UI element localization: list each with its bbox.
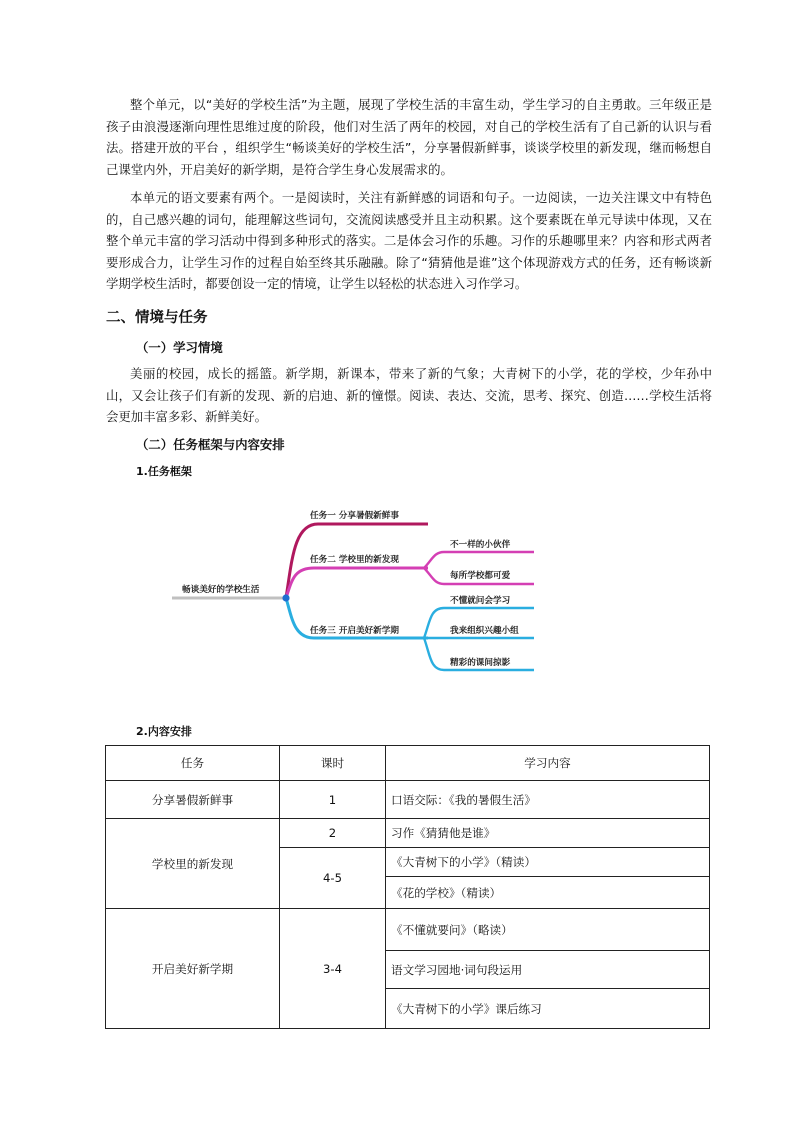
table-header-hours: 课时 (280, 746, 386, 781)
mindmap-task2-child2-label: 每所学校都可爱 (450, 571, 511, 581)
mindmap-task3-child1-label: 不懂就问会学习 (450, 596, 511, 606)
task-framework-mindmap (168, 500, 548, 690)
table-cell-content: 《大青树下的小学》（精读） (386, 848, 710, 877)
table-cell-content: 口语交际：《我的暑假生活》 (386, 781, 710, 819)
table-cell-hours: 3-4 (280, 909, 386, 1029)
table-cell-content: 语文学习园地·词句段运用 (386, 951, 710, 989)
table-header-task: 任务 (106, 746, 280, 781)
table-cell-hours: 4-5 (280, 848, 386, 909)
table-row (106, 909, 710, 951)
table-cell-task: 开启美好新学期 (106, 909, 280, 1029)
table-header-row (106, 746, 710, 781)
mindmap-task2-child1-label: 不一样的小伙伴 (450, 540, 511, 550)
subheading-task-framework: （二）任务框架与内容安排 (136, 437, 285, 452)
item-heading-task-framework: 1.任务框架 (136, 465, 192, 478)
table-cell-task: 学校里的新发现 (106, 819, 280, 909)
table-cell-content: 《大青树下的小学》课后练习 (386, 989, 710, 1029)
table-cell-hours: 2 (280, 819, 386, 848)
mindmap-task2-label: 任务二 学校里的新发现 (310, 555, 399, 565)
table-row (106, 819, 710, 848)
table-cell-hours: 1 (280, 781, 386, 819)
table-cell-content: 《花的学校》（精读） (386, 877, 710, 909)
mindmap-task3-child2-label: 我来组织兴趣小组 (450, 626, 519, 636)
mindmap-branch-task2-child1 (424, 552, 534, 568)
mindmap-center-node (282, 594, 289, 601)
subheading-learning-situation: （一）学习情境 (136, 340, 223, 355)
table-header-content: 学习内容 (386, 746, 710, 781)
mindmap-root-label: 畅谈美好的学校生活 (182, 585, 260, 595)
mindmap-task1-label: 任务一 分享暑假新鲜事 (310, 511, 399, 521)
table-cell-task: 分享暑假新鲜事 (106, 781, 280, 819)
table-cell-content: 《不懂就要问》（略读） (386, 909, 710, 951)
mindmap-branch-task2 (286, 568, 428, 598)
paragraph-language-elements: 本单元的语文要素有两个。一是阅读时，关注有新鲜感的词语和句子。一边阅读，一边关注课文中有特色的，自己感兴趣的词句，能理解这些词句，交流阅读感受并且主动积累。这个要素既在单元导读中体现，又在整个单元丰富的学习活动中得到多种形式的落实。二是体会习作的乐趣。习作的乐趣哪里来？内容和形式两者要形成合力，让学生习作的过程自始至终其乐融融。除了“猜猜他是谁”这个体现游戏方式的任务，还有畅谈新学期学校生活时，都要创设一定的情境，让学生以轻松的状态进入习作学习。 (106, 190, 712, 292)
mindmap-task3-child3-label: 精彩的课间掠影 (450, 658, 511, 668)
paragraph-unit-theme: 整个单元，以“美好的学校生活”为主题，展现了学校生活的丰富生动，学生学习的自主勇敢。三年级正是孩子由浪漫逐渐向理性思维过度的阶段，他们对生活了两年的校园，对自己的学校生活有了自己新的认识与看法。搭建开放的平台 ，组织学生“畅谈美好的学校生活”，分享暑假新鲜事，谈谈学校里的新发现，继而畅想自己课堂内外，开启美好的新学期，是符合学生身心发展需求的。 (106, 97, 712, 177)
mindmap-task3-label: 任务三 开启美好新学期 (310, 626, 399, 636)
item-heading-content-arrangement: 2.内容安排 (136, 725, 192, 738)
content-arrangement-table (105, 745, 710, 1029)
table-cell-content: 习作《猜猜他是谁》 (386, 819, 710, 848)
table-row (106, 781, 710, 819)
paragraph-learning-situation: 美丽的校园，成长的摇篮。新学期，新课本，带来了新的气象；大青树下的小学，花的学校，少年孙中山，又会让孩子们有新的发现、新的启迪、新的憧憬。阅读、表达、交流，思考、探究、创造……学校生活将会更加丰富多彩、新鲜美好。 (106, 366, 712, 425)
section-heading-situation-tasks: 二、情境与任务 (106, 310, 208, 326)
